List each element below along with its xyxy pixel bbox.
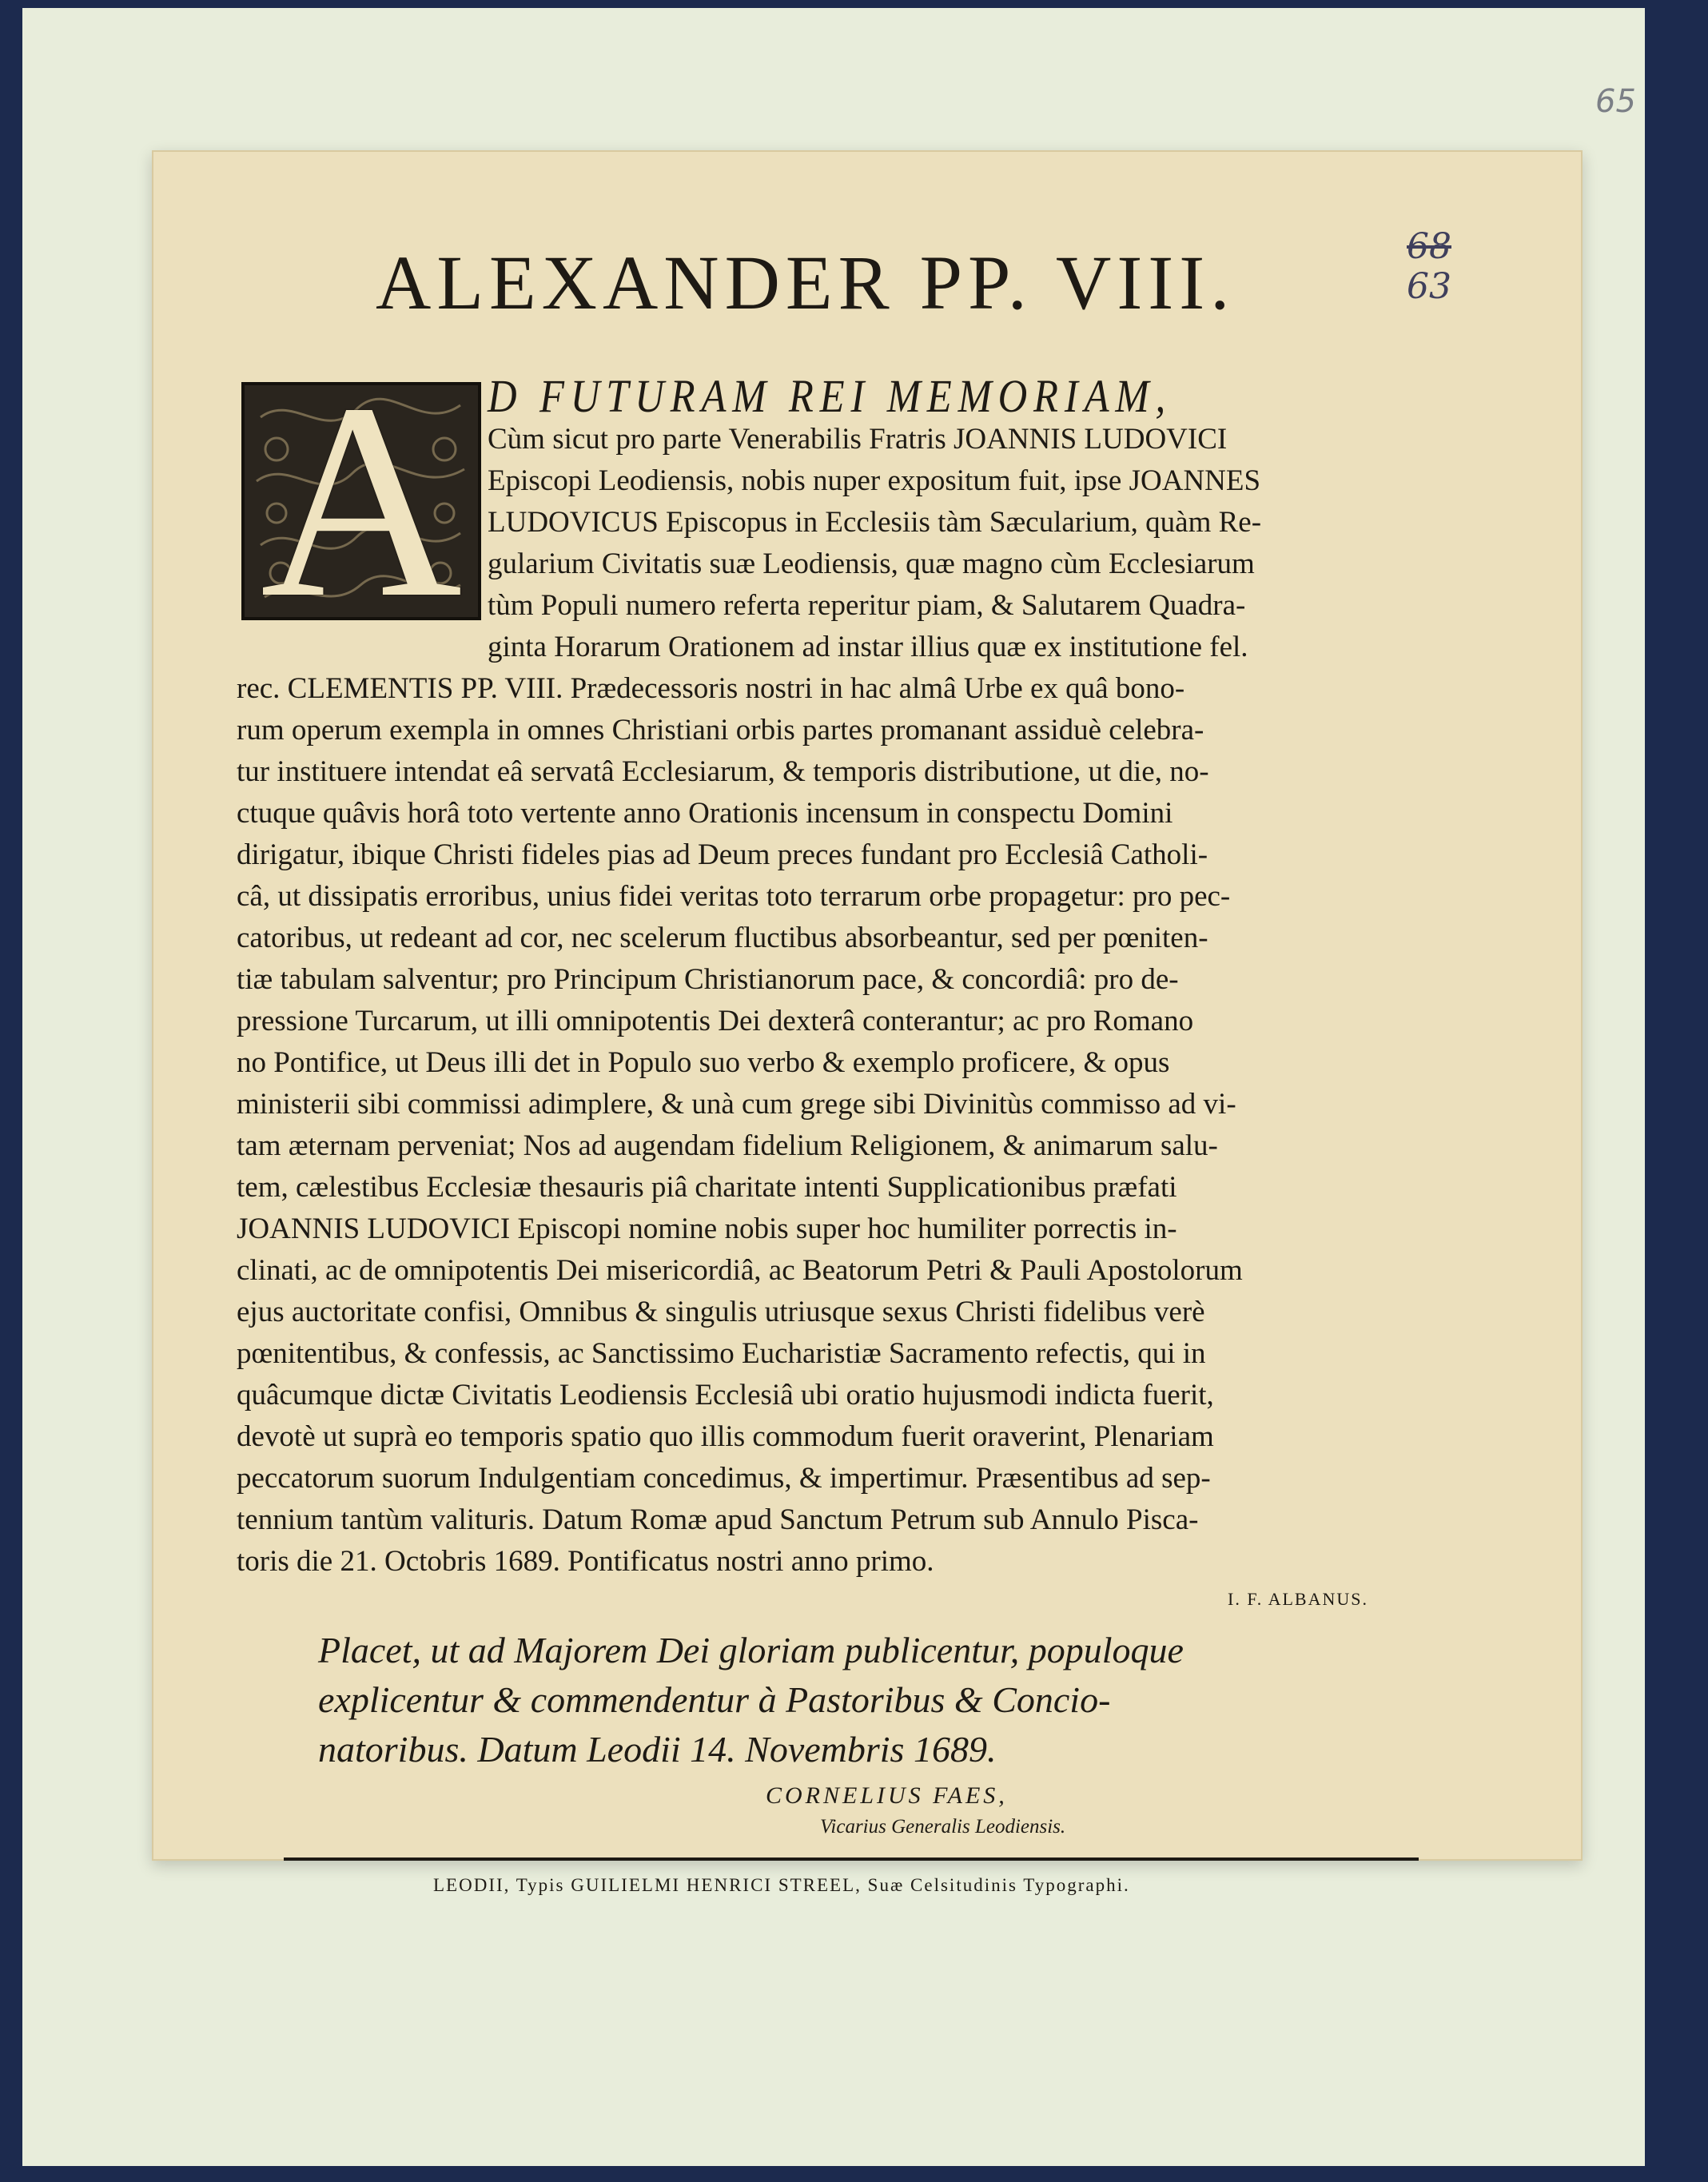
body-line: Cùm sicut pro parte Venerabilis Fratris JOANNIS LUDOVICI xyxy=(488,423,1228,456)
body-line: tur instituere intendat eâ servatâ Ecclesiarum, & temporis distributione, ut die, no- xyxy=(237,755,1209,788)
body-line: no Pontifice, ut Deus illi det in Populo suo verbo & exemplo proficere, & opus xyxy=(237,1046,1170,1079)
body-line: quâcumque dictæ Civitatis Leodiensis Ecclesiâ ubi oratio hujusmodi indicta fuerit, xyxy=(237,1379,1214,1412)
body-line: dirigatur, ibique Christi fideles pias ad Deum preces fundant pro Ecclesiâ Catholi- xyxy=(237,838,1208,871)
body-line: câ, ut dissipatis erroribus, unius fidei veritas toto terrarum orbe propagetur: pro pec- xyxy=(237,880,1231,913)
body-line: ctuque quâvis horâ toto vertente anno Orationis incensum in conspectu Domini xyxy=(237,797,1173,830)
body-line: peccatorum suorum Indulgentiam concedimus, & impertimur. Præsentibus ad sep- xyxy=(237,1462,1211,1495)
vicar-name: CORNELIUS FAES, xyxy=(766,1782,1008,1809)
body-line: toris die 21. Octobris 1689. Pontificatus nostri anno primo. xyxy=(237,1545,934,1578)
vicar-title: Vicarius Generalis Leodiensis. xyxy=(820,1816,1066,1838)
body-line: ministerii sibi commissi adimplere, & unà cum grege sibi Divinitùs commisso ad vi- xyxy=(237,1088,1236,1121)
body-line: pressione Turcarum, ut illi omnipotentis Dei dexterâ conterantur; ac pro Romano xyxy=(237,1005,1194,1037)
placet-line-1: Placet, ut ad Majorem Dei gloriam publicentur, populoque xyxy=(318,1630,1184,1670)
body-line: pœnitentibus, & confessis, ac Sanctissimo Eucharistiæ Sacramento refectis, qui in xyxy=(237,1337,1206,1370)
placet-line-2: explicentur & commendentur à Pastoribus & Concio- xyxy=(318,1679,1111,1720)
corner-page-number: 65 xyxy=(1595,83,1636,120)
body-line: clinati, ac de omnipotentis Dei misericordiâ, ac Beatorum Petri & Pauli Apostolorum xyxy=(237,1254,1243,1287)
body-line: catoribus, ut redeant ad cor, nec scelerum fluctibus absorbeantur, sed per pœniten- xyxy=(237,922,1208,954)
body-line: LUDOVICUS Episcopus in Ecclesiis tàm Sæcularium, quàm Re- xyxy=(488,506,1262,539)
body-line: JOANNIS LUDOVICI Episcopi nomine nobis super hoc humiliter porrectis in- xyxy=(237,1212,1177,1245)
handwritten-number-1: 68 xyxy=(1407,226,1451,267)
handwritten-number-2: 63 xyxy=(1407,266,1451,307)
printed-sheet xyxy=(152,150,1583,1895)
handwritten-numbers xyxy=(1407,227,1451,307)
initial-letter: A xyxy=(260,345,463,655)
heading-ad-futuram: D FUTURAM REI MEMORIAM, xyxy=(488,370,1172,422)
placet-line-3: natoribus. Datum Leodii 14. Novembris 1689. xyxy=(318,1729,997,1770)
document-title: ALEXANDER PP. VIII. xyxy=(376,240,1236,325)
body-line: gularium Civitatis suæ Leodiensis, quæ magno cùm Ecclesiarum xyxy=(488,547,1255,580)
printer-imprint: LEODII, Typis GUILIELMI HENRICI STREEL, Suæ Celsitudinis Typographi. xyxy=(433,1875,1130,1895)
decorated-initial xyxy=(241,345,481,655)
body-line: tùm Populi numero referta reperitur piam, & Salutarem Quadra- xyxy=(488,589,1246,622)
body-line: Episcopi Leodiensis, nobis nuper expositum fuit, ipse JOANNES xyxy=(488,464,1261,497)
body-line: devotè ut suprà eo temporis spatio quo illis commodum fuerit oraverint, Plenariam xyxy=(237,1420,1214,1453)
body-line: ejus auctoritate confisi, Omnibus & singulis utriusque sexus Christi fidelibus verè xyxy=(237,1296,1205,1328)
body-line: tennium tantùm valituris. Datum Romæ apud Sanctum Petrum sub Annulo Pisca- xyxy=(237,1503,1199,1536)
body-line: tem, cælestibus Ecclesiæ thesauris piâ charitate intenti Supplicationibus præfati xyxy=(237,1171,1177,1204)
body-line: tam æternam perveniat; Nos ad augendam fidelium Religionem, & animarum salu- xyxy=(237,1129,1218,1162)
body-line: rec. CLEMENTIS PP. VIII. Prædecessoris nostri in hac almâ Urbe ex quâ bono- xyxy=(237,672,1185,705)
divider-rule xyxy=(284,1857,1419,1861)
body-line: ginta Horarum Orationem ad instar illius quæ ex institutione fel. xyxy=(488,631,1248,663)
signature-albanus: I. F. ALBANUS. xyxy=(1228,1589,1368,1609)
body-line: rum operum exempla in omnes Christiani orbis partes promanant assiduè celebra- xyxy=(237,714,1204,747)
body-line: tiæ tabulam salventur; pro Principum Christianorum pace, & concordiâ: pro de- xyxy=(237,963,1179,996)
